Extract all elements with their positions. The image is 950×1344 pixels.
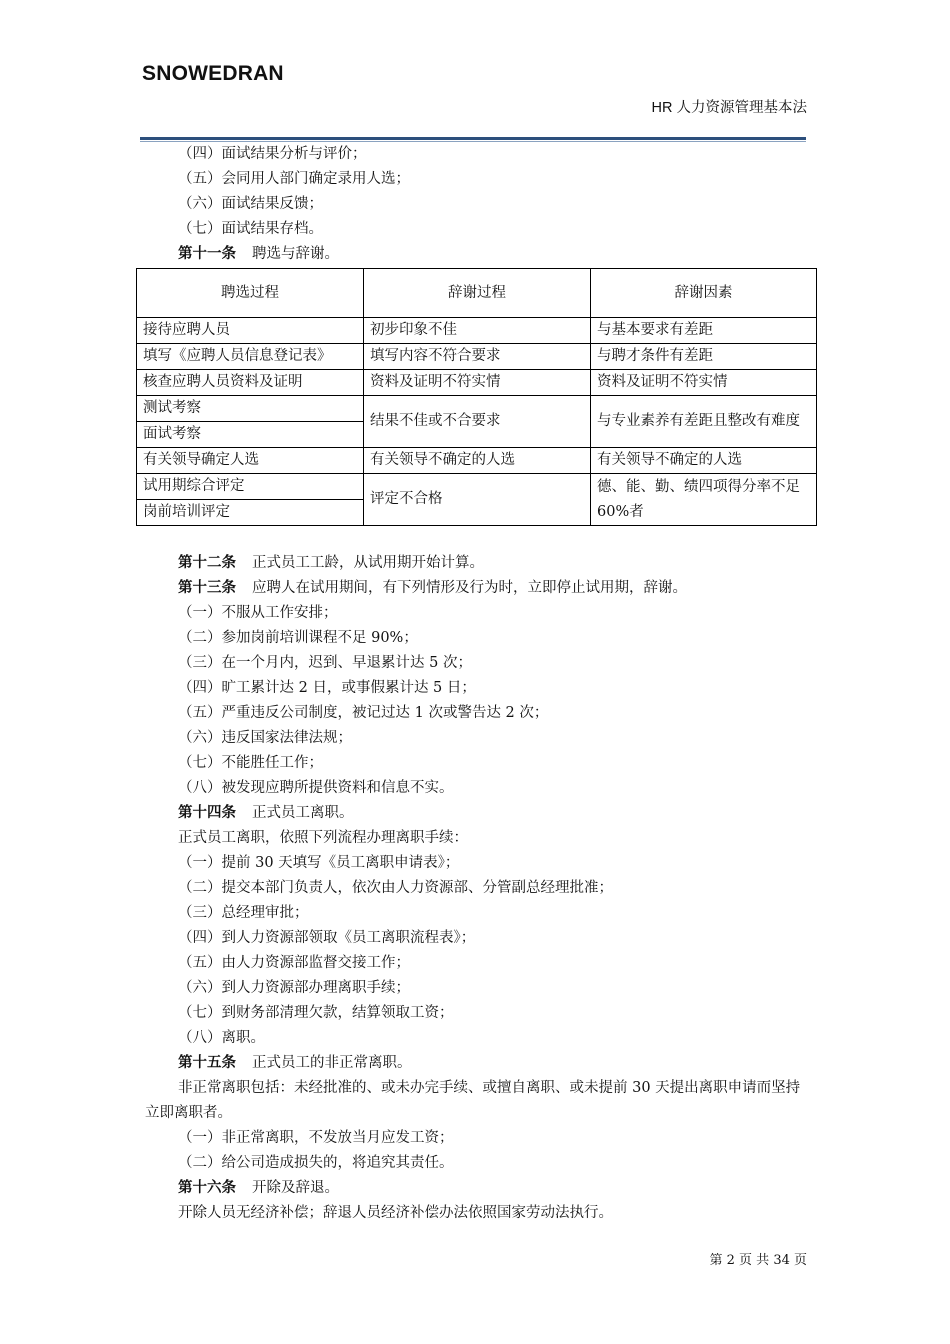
list-item: （四）到人力资源部领取《员工离职流程表》； — [178, 930, 476, 946]
table-row — [137, 448, 817, 474]
article-number: 第十一条 — [178, 246, 236, 262]
article-12 — [145, 551, 813, 576]
list-item: （一）不服从工作安排； — [178, 605, 338, 621]
table-cell: 与聘才条件有差距 — [591, 344, 817, 370]
table-cell: 测试考察 — [137, 396, 364, 422]
list-item: （一）提前 30 天填写《员工离职申请表》； — [178, 855, 460, 871]
list-item: （五）会同用人部门确定录用人选； — [178, 171, 410, 187]
table-cell: 有关领导不确定的人选 — [364, 448, 591, 474]
article-number: 第十三条 — [178, 580, 236, 596]
article-number: 第十二条 — [178, 555, 236, 571]
article-11-heading — [145, 242, 813, 267]
page-number: 第 2 页 共 34 页 — [709, 1253, 807, 1268]
list-item: （六）违反国家法律法规； — [178, 730, 352, 746]
article-14 — [145, 801, 813, 826]
table-cell: 填写内容不符合要求 — [364, 344, 591, 370]
article-number: 第十五条 — [178, 1055, 236, 1071]
table-row — [137, 318, 817, 344]
list-item: （七）面试结果存档。 — [178, 221, 323, 237]
article-text: 正式员工工龄，从试用期开始计算。 — [252, 555, 484, 571]
list-item: （二）给公司造成损失的，将追究其责任。 — [178, 1155, 454, 1171]
table-header-cell: 聘选过程 — [137, 269, 364, 318]
list-item: （八）离职。 — [178, 1030, 265, 1046]
table-cell: 有关领导确定人选 — [137, 448, 364, 474]
list-item: （三）在一个月内，迟到、早退累计达 5 次； — [178, 655, 472, 671]
article-16 — [145, 1176, 813, 1201]
list-item: （七）不能胜任工作； — [178, 755, 323, 771]
list-item: （二）提交本部门负责人，依次由人力资源部、分管副总经理批准； — [178, 880, 613, 896]
article-number: 第十四条 — [178, 805, 236, 821]
article-15 — [145, 1051, 813, 1076]
table-header-row — [137, 269, 817, 318]
article-number: 第十六条 — [178, 1180, 236, 1196]
table-cell: 资料及证明不符实情 — [591, 370, 817, 396]
table-cell: 试用期综合评定 — [137, 474, 364, 500]
list-item: （六）面试结果反馈； — [178, 196, 323, 212]
table-cell: 结果不佳或不合要求 — [364, 396, 591, 448]
list-item: （六）到人力资源部办理离职手续； — [178, 980, 410, 996]
list-item: （八）被发现应聘所提供资料和信息不实。 — [178, 780, 454, 796]
table-header-cell: 辞谢过程 — [364, 269, 591, 318]
table-cell: 评定不合格 — [364, 474, 591, 526]
document-body — [145, 142, 813, 1226]
table-cell: 德、能、勤、绩四项得分率不足60%者 — [591, 474, 817, 526]
table-row — [137, 370, 817, 396]
table-row — [137, 396, 817, 422]
article-text: 正式员工离职。 — [252, 805, 354, 821]
table-cell: 接待应聘人员 — [137, 318, 364, 344]
list-item: （二）参加岗前培训课程不足 90%； — [178, 630, 418, 646]
list-item: （一）非正常离职，不发放当月应发工资； — [178, 1130, 454, 1146]
table-cell: 填写《应聘人员信息登记表》 — [137, 344, 364, 370]
table-cell: 核查应聘人员资料及证明 — [137, 370, 364, 396]
recruitment-table — [136, 268, 817, 526]
document-title: HR 人力资源管理基本法 — [651, 100, 807, 116]
table-cell: 与专业素养有差距且整改有难度 — [591, 396, 817, 448]
article-13 — [145, 576, 813, 601]
table-cell: 面试考察 — [137, 422, 364, 448]
list-item: （五）严重违反公司制度，被记过达 1 次或警告达 2 次； — [178, 705, 549, 721]
company-logo: SNOWEDRAN — [142, 62, 284, 85]
article-text: 开除及辞退。 — [252, 1180, 339, 1196]
table-cell: 与基本要求有差距 — [591, 318, 817, 344]
article-title: 聘选与辞谢。 — [252, 246, 339, 262]
table-cell: 初步印象不佳 — [364, 318, 591, 344]
table-row — [137, 344, 817, 370]
article-text: 正式员工的非正常离职。 — [252, 1055, 412, 1071]
paragraph: 开除人员无经济补偿；辞退人员经济补偿办法依照国家劳动法执行。 — [178, 1205, 613, 1221]
paragraph: 非正常离职包括：未经批准的、或未办完手续、或擅自离职、或未提前 30 天提出离职申请而坚持立即离职者。 — [145, 1080, 801, 1121]
list-item: （四）面试结果分析与评价； — [178, 146, 367, 162]
list-item: （七）到财务部清理欠款，结算领取工资； — [178, 1005, 454, 1021]
article-text: 应聘人在试用期间，有下列情形及行为时，立即停止试用期，辞谢。 — [252, 580, 687, 596]
list-item: （三）总经理审批； — [178, 905, 309, 921]
list-item: （四）旷工累计达 2 日，或事假累计达 5 日； — [178, 680, 476, 696]
header-rule — [140, 137, 806, 140]
table-header-cell: 辞谢因素 — [591, 269, 817, 318]
table-cell: 有关领导不确定的人选 — [591, 448, 817, 474]
table-cell: 资料及证明不符实情 — [364, 370, 591, 396]
list-item: （五）由人力资源部监督交接工作； — [178, 955, 410, 971]
table-row — [137, 474, 817, 500]
table-cell: 岗前培训评定 — [137, 500, 364, 526]
paragraph: 正式员工离职，依照下列流程办理离职手续： — [178, 830, 468, 846]
